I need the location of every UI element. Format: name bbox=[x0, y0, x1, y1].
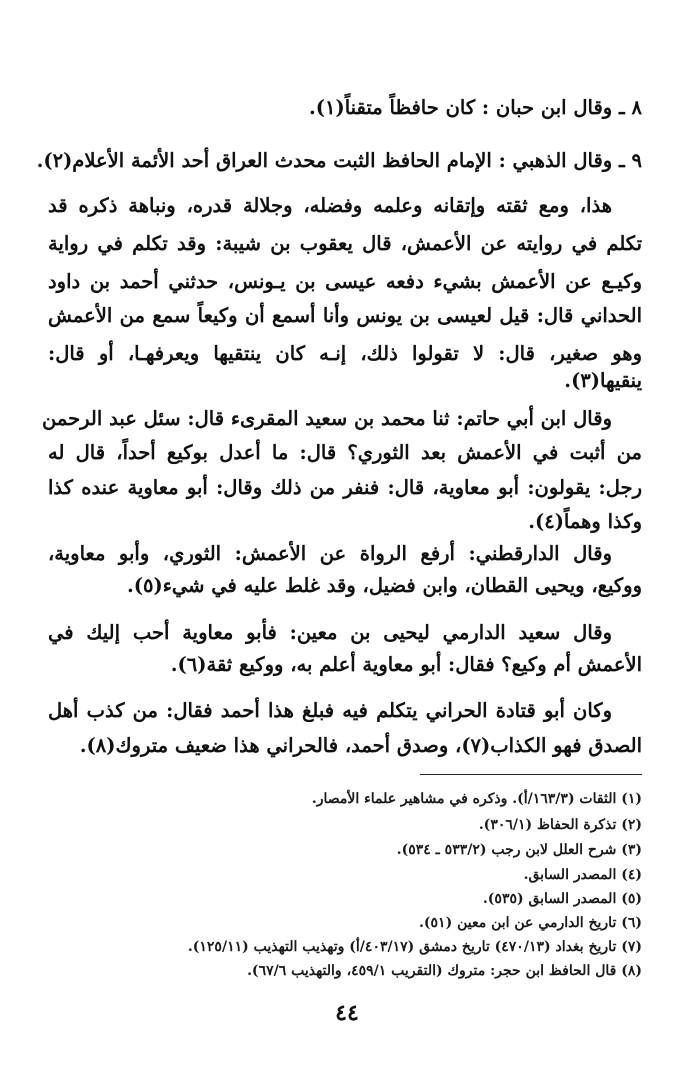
paragraph-line: رجل: يقولون: أبو معاوية، قال: فنفر من ذلك وقال: أبو معاوية عنده كذا bbox=[48, 476, 642, 499]
paragraph-line: من أثبت في الأعمش بعد الثوري؟ قال: ما أعدل بوكيع أحداً، قال له bbox=[48, 441, 642, 464]
paragraph-line: الصدق فهو الكذاب(٧)، وصدق أحمد، فالحراني هذا ضعيف متروك(٨). bbox=[79, 734, 642, 757]
footnote: (٦) تاريخ الدارمي عن ابن معين (٥١). bbox=[419, 915, 642, 931]
paragraph-line: وكان أبو قتادة الحراني يتكلم فيه فبلغ هذا أحمد فقال: من كذب أهل bbox=[48, 699, 612, 722]
paragraph-line: تكلم في روايته عن الأعمش، قال يعقوب بن شيبة: وقد تكلم في رواية bbox=[48, 232, 642, 255]
footnote: (٤) المصدر السابق. bbox=[523, 867, 642, 883]
paragraph-line: ينقيها(٣). bbox=[564, 369, 642, 392]
footnote: (٧) تاريخ بغداد (٤٧٠/١٣) تاريخ دمشق (٤٠٣/١٧/أ) وتهذيب التهذيب (١٢٥/١١). bbox=[187, 939, 642, 955]
footnote-divider bbox=[420, 774, 642, 775]
paragraph-line: وهو صغير، قال: لا تقولوا ذلك، إنـه كان ينتقيها ويعرفهـا، أو قال: bbox=[48, 342, 642, 365]
paragraph-line: وكذا وهماً(٤). bbox=[528, 510, 642, 533]
footnote: (٥) المصدر السابق (٥٣٥). bbox=[482, 891, 642, 907]
item-8: ٨ ـ وقال ابن حبان : كان حافظاً متقناً(١). bbox=[309, 96, 642, 119]
paragraph-line: وقال سعيد الدارمي ليحيى بن معين: فأبو معاوية أحب إليك في bbox=[48, 621, 612, 644]
footnote: (٨) قال الحافظ ابن حجر: متروك (التقريب ٤٥٩/١، والتهذيب ٦٧/٦). bbox=[247, 963, 642, 979]
item-9: ٩ ـ وقال الذهبي : الإمام الحافظ الثبت محدث العراق أحد الأئمة الأعلام(٢). bbox=[36, 149, 642, 172]
paragraph-line: وقال ابن أبي حاتم: ثنا محمد بن سعيد المقرىء قال: سئل عبد الرحمن bbox=[42, 407, 612, 430]
page-number: ٤٤ bbox=[335, 1000, 359, 1026]
footnote: (٢) تذكرة الحفاظ (٣٠٦/١). bbox=[478, 817, 642, 833]
paragraph-line: وقال الدارقطني: أرفع الرواة عن الأعمش: الثوري، وأبو معاوية، bbox=[48, 542, 612, 565]
paragraph-line: الأعمش أم وكيع؟ فقال: أبو معاوية أعلم به، ووكيع ثقة(٦). bbox=[170, 653, 642, 676]
paragraph-line: هذا، ومع ثقته وإتقانه وعلمه وفضله، وجلالة قدره، ونباهة ذكره قد bbox=[48, 194, 612, 217]
footnote: (١) الثقات (١٦٣/٣/أ). وذكره في مشاهير علماء الأمصار. bbox=[311, 791, 642, 807]
paragraph-line: ووكيع، ويحيى القطان، وابن فضيل، وقد غلط عليه في شيء(٥). bbox=[126, 574, 642, 597]
footnote: (٣) شرح العلل لابن رجب (٥٣٣/٢ ـ ٥٣٤). bbox=[396, 842, 642, 858]
paragraph-line: وكيـع عن الأعمش بشيء دفعه عيسى بن يـونس، حدثني أحمد بن داود bbox=[48, 270, 642, 293]
paragraph-line: الحداني قال: قيل لعيسى بن يونس وأنا أسمع أن وكيعاً سمع من الأعمش bbox=[48, 304, 642, 327]
